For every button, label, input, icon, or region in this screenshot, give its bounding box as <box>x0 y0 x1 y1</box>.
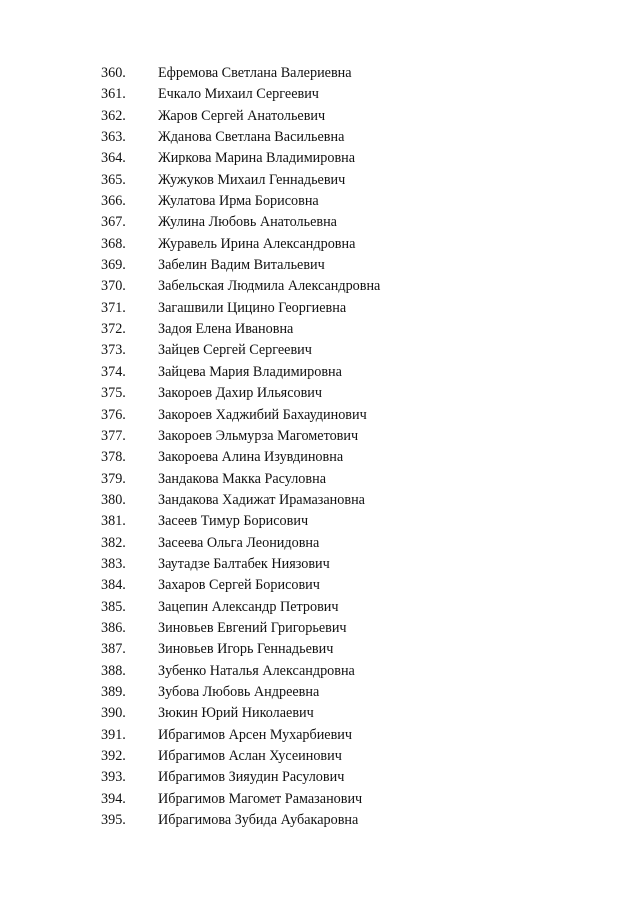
entry-number: 372. <box>101 321 126 338</box>
entry-number: 367. <box>101 214 126 231</box>
list-item <box>0 276 640 297</box>
entry-name: Закороев Эльмурза Магометович <box>158 427 359 444</box>
entry-number: 387. <box>101 641 126 658</box>
entry-name: Засеева Ольга Леонидовна <box>158 534 320 551</box>
list-item <box>0 340 640 361</box>
list-item <box>0 618 640 639</box>
entry-number: 368. <box>101 235 126 252</box>
entry-name: Жулатова Ирма Борисовна <box>158 193 319 210</box>
entry-number: 395. <box>101 812 126 829</box>
entry-number: 386. <box>101 619 126 636</box>
list-item <box>0 511 640 532</box>
entry-number: 393. <box>101 769 126 786</box>
list-item <box>0 405 640 426</box>
entry-name: Забельская Людмила Александровна <box>158 278 381 295</box>
list-item <box>0 469 640 490</box>
entry-name: Зубенко Наталья Александровна <box>158 662 355 679</box>
list-item <box>0 682 640 703</box>
entry-name: Забелин Вадим Витальевич <box>158 257 325 274</box>
entry-name: Жданова Светлана Васильевна <box>158 129 345 146</box>
entry-number: 364. <box>101 150 126 167</box>
list-item <box>0 212 640 233</box>
entry-name: Зандакова Хадижат Ирамазановна <box>158 491 365 508</box>
entry-name: Жулина Любовь Анатольевна <box>158 214 337 231</box>
list-item <box>0 191 640 212</box>
list-item <box>0 661 640 682</box>
list-item <box>0 148 640 169</box>
entry-name: Жаров Сергей Анатольевич <box>158 107 326 124</box>
entry-number: 361. <box>101 86 126 103</box>
entry-number: 378. <box>101 449 126 466</box>
entry-name: Жужуков Михаил Геннадьевич <box>158 171 346 188</box>
entry-number: 365. <box>101 171 126 188</box>
list-item <box>0 63 640 84</box>
entry-number: 390. <box>101 705 126 722</box>
list-item <box>0 106 640 127</box>
list-item <box>0 810 640 831</box>
entry-name: Засеев Тимур Борисович <box>158 513 309 530</box>
list-item <box>0 255 640 276</box>
entry-number: 375. <box>101 385 126 402</box>
list-item <box>0 319 640 340</box>
entry-name: Жиркова Марина Владимировна <box>158 150 356 167</box>
list-item <box>0 554 640 575</box>
entry-number: 370. <box>101 278 126 295</box>
entry-name: Закороева Алина Изувдиновна <box>158 449 344 466</box>
entry-number: 392. <box>101 748 126 764</box>
entry-number: 371. <box>101 299 126 316</box>
entry-name: Ибрагимова Зубида Аубакаровна <box>158 812 359 829</box>
entry-name: Зюкин Юрий Николаевич <box>158 705 314 722</box>
entry-name: Зандакова Макка Расуловна <box>158 470 326 487</box>
entry-number: 382. <box>101 534 126 551</box>
name-list <box>0 63 640 831</box>
list-item <box>0 127 640 148</box>
list-item <box>0 426 640 447</box>
entry-name: Зайцева Мария Владимировна <box>158 363 342 380</box>
list-item <box>0 575 640 596</box>
entry-number: 373. <box>101 342 126 359</box>
entry-name: Ечкало Михаил Сергеевич <box>158 86 319 103</box>
entry-name: Задоя Елена Ивановна <box>158 321 294 338</box>
entry-number: 366. <box>101 193 126 210</box>
entry-name: Ефремова Светлана Валериевна <box>158 65 352 81</box>
entry-name: Заутадзе Балтабек Ниязович <box>158 555 330 572</box>
entry-name: Зайцев Сергей Сергеевич <box>158 342 312 359</box>
entry-number: 376. <box>101 406 126 423</box>
list-item <box>0 533 640 554</box>
list-item <box>0 84 640 105</box>
entry-name: Ибрагимов Зияудин Расулович <box>158 769 345 786</box>
entry-number: 380. <box>101 491 126 508</box>
entry-number: 391. <box>101 726 126 743</box>
list-item <box>0 447 640 468</box>
entry-number: 394. <box>101 790 126 807</box>
entry-number: 360. <box>101 65 126 81</box>
list-item <box>0 767 640 788</box>
entry-name: Закороев Хаджибий Бахаудинович <box>158 406 367 423</box>
entry-number: 374. <box>101 363 126 380</box>
entry-number: 381. <box>101 513 126 530</box>
list-item <box>0 597 640 618</box>
entry-name: Загашвили Цицино Георгиевна <box>158 299 347 316</box>
entry-name: Закороев Дахир Ильясович <box>158 385 323 402</box>
entry-name: Зубова Любовь Андреевна <box>158 683 320 700</box>
list-item <box>0 383 640 404</box>
list-item <box>0 725 640 746</box>
entry-number: 384. <box>101 577 126 594</box>
entry-number: 363. <box>101 129 126 146</box>
list-item <box>0 170 640 191</box>
entry-name: Журавель Ирина Александровна <box>158 235 356 252</box>
list-item <box>0 789 640 810</box>
entry-number: 369. <box>101 257 126 274</box>
entry-name: Ибрагимов Аслан Хусеинович <box>158 748 342 764</box>
entry-name: Зиновьев Евгений Григорьевич <box>158 619 347 636</box>
list-item <box>0 703 640 724</box>
entry-name: Захаров Сергей Борисович <box>158 577 320 594</box>
entry-number: 385. <box>101 598 126 615</box>
entry-name: Зиновьев Игорь Геннадьевич <box>158 641 334 658</box>
entry-number: 383. <box>101 555 126 572</box>
list-item <box>0 746 640 767</box>
list-item <box>0 362 640 383</box>
entry-name: Ибрагимов Магомет Рамазанович <box>158 790 363 807</box>
entry-number: 377. <box>101 427 126 444</box>
list-item <box>0 639 640 660</box>
entry-number: 388. <box>101 662 126 679</box>
list-item <box>0 298 640 319</box>
entry-name: Зацепин Александр Петрович <box>158 598 339 615</box>
entry-name: Ибрагимов Арсен Мухарбиевич <box>158 726 353 743</box>
list-item <box>0 234 640 255</box>
list-item <box>0 490 640 511</box>
entry-number: 362. <box>101 107 126 124</box>
entry-number: 389. <box>101 683 126 700</box>
entry-number: 379. <box>101 470 126 487</box>
